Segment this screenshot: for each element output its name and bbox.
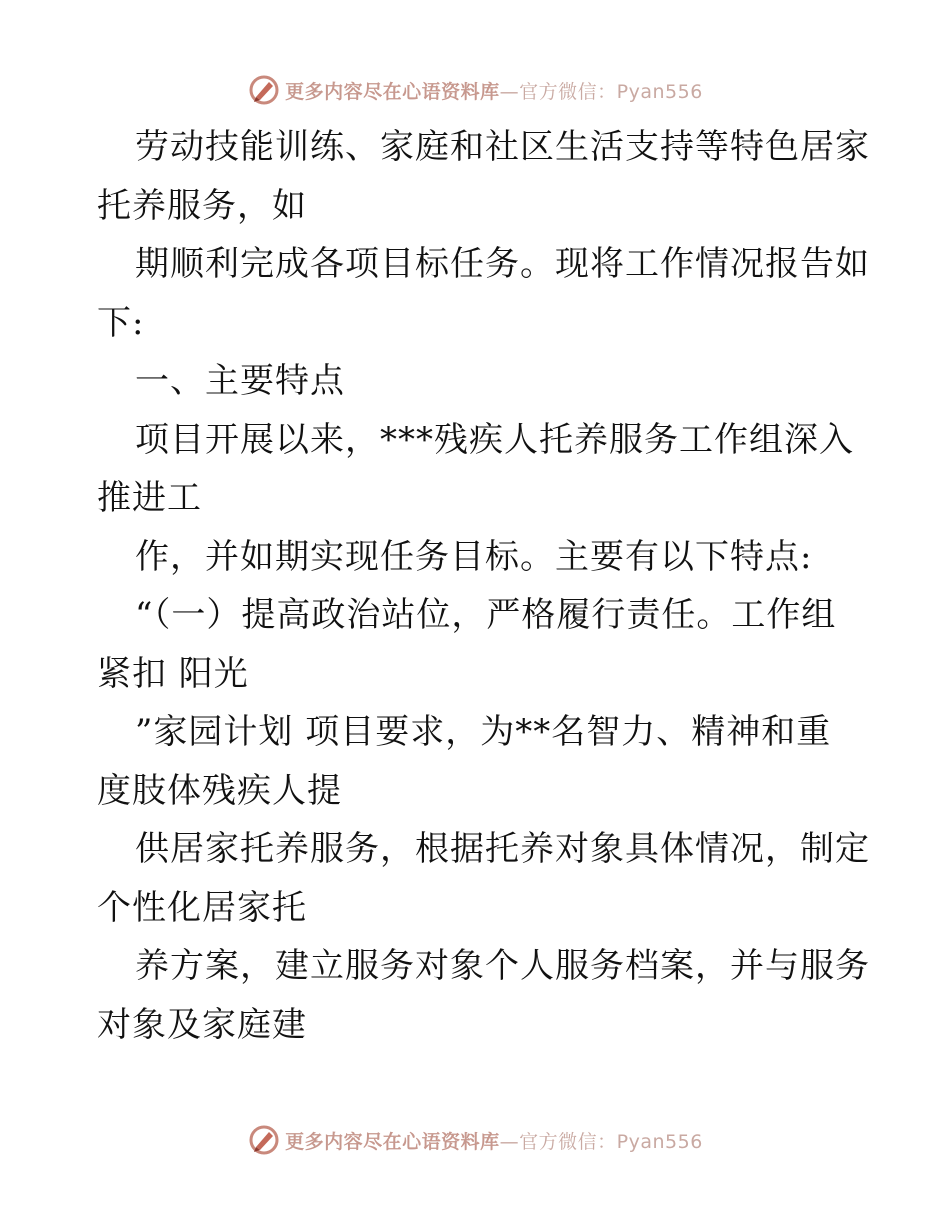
document-body [97, 118, 870, 1054]
watermark-rest: —官方微信：Pyan556 [499, 80, 703, 103]
watermark-text [285, 1127, 703, 1154]
text-line: 期顺利完成各项目标任务。现将工作情况报告如 [135, 244, 870, 284]
subsection-heading: “（一）提高政治站位，严格履行责任。工作组 [135, 595, 837, 635]
pen-logo-icon [247, 73, 281, 107]
watermark-lead: 更多内容尽在心语资料库 [285, 1130, 500, 1153]
pen-logo-icon [247, 1123, 281, 1157]
text-line: 养方案，建立服务对象个人服务档案，并与服务 [135, 946, 870, 986]
text-line: 劳动技能训练、家庭和社区生活支持等特色居家 [135, 127, 870, 167]
footer-watermark [0, 1120, 950, 1160]
text-line: 托养服务，如 [97, 185, 307, 226]
text-line: 作，并如期实现任务目标。主要有以下特点: [135, 536, 813, 577]
text-line: 供居家托养服务，根据托养对象具体情况，制定 [135, 829, 870, 869]
text-line: ”家园计划 项目要求，为**名智力、精神和重 [135, 712, 832, 752]
text-line: 项目开展以来，***残疾人托养服务工作组深入 [135, 419, 854, 460]
text-line: 紧扣 阳光 [97, 653, 249, 694]
watermark-rest: —官方微信：Pyan556 [499, 1130, 703, 1153]
text-line: 推进工 [97, 478, 202, 518]
section-heading: 一、主要特点 [135, 361, 345, 401]
text-line: 度肢体残疾人提 [97, 770, 342, 811]
header-watermark [0, 70, 950, 110]
text-line: 对象及家庭建 [97, 1004, 307, 1045]
text-line: 个性化居家托 [97, 887, 307, 928]
watermark-text [285, 77, 703, 104]
text-line: 下: [97, 302, 145, 343]
watermark-lead: 更多内容尽在心语资料库 [285, 80, 500, 103]
